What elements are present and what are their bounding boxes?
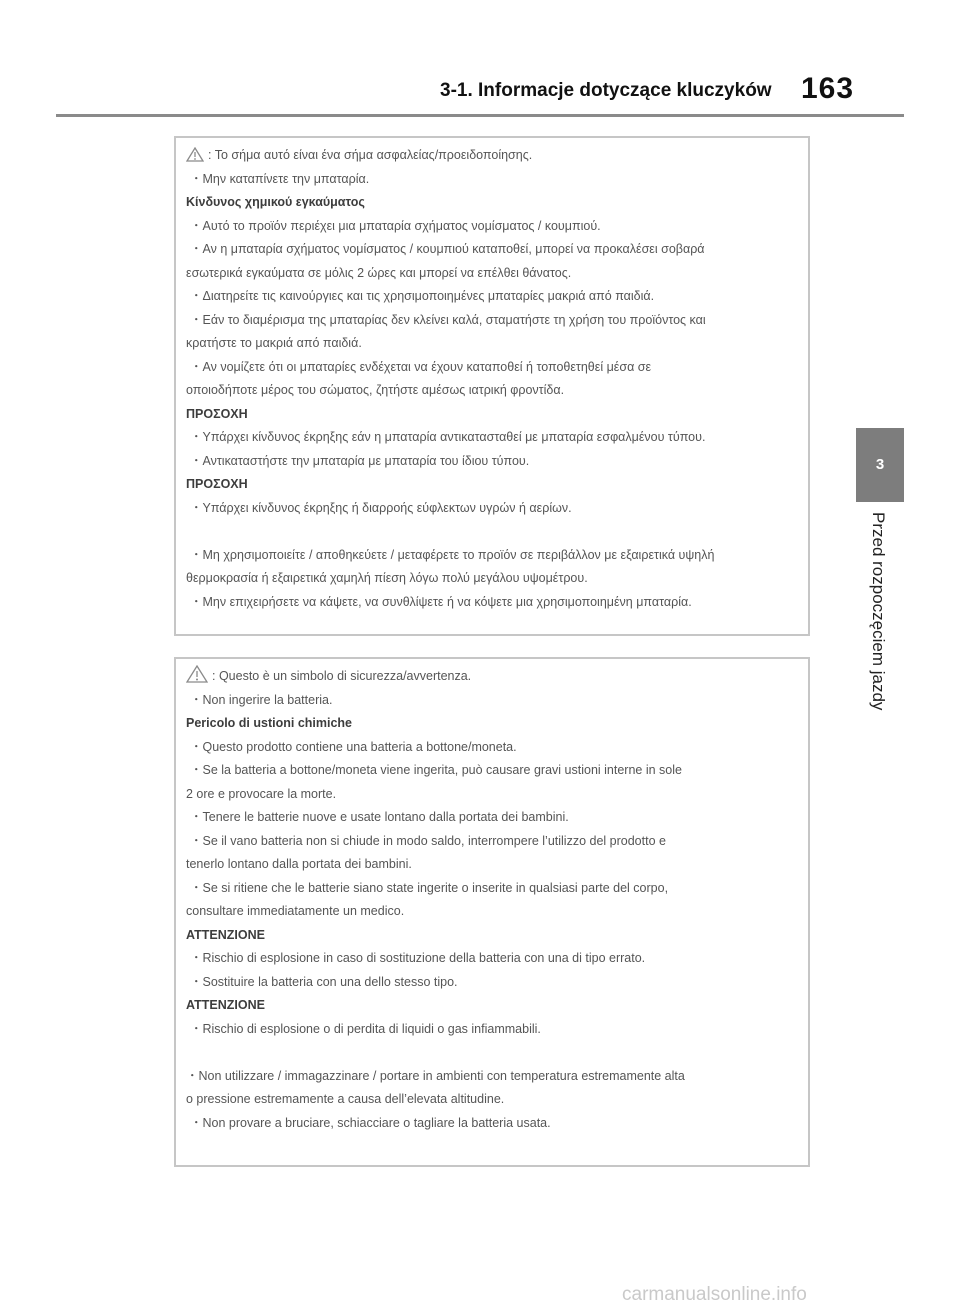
notice-line: ・Μην επιχειρήσετε να κάψετε, να συνθλίψετε ή να κόψετε μια χρησιμοποιημένη μπαταρία.	[190, 594, 692, 609]
watermark: carmanualsonline.info	[622, 1284, 807, 1305]
section-heading: ATTENZIONE	[186, 927, 265, 942]
notice-lines	[186, 168, 798, 615]
header-divider	[56, 114, 904, 117]
notice-line: οποιοδήποτε μέρος του σώματος, ζητήστε αμέσως ιατρική φροντίδα.	[186, 383, 565, 397]
section-heading: ΠΡΟΣΟΧΗ	[186, 477, 248, 491]
warning-symbol-line	[186, 144, 798, 168]
warning-triangle-icon	[186, 147, 204, 162]
notice-line: ・Non ingerire la batteria.	[190, 692, 333, 707]
section-heading: Κίνδυνος χημικού εγκαύματος	[186, 195, 365, 209]
greek-safety-notice	[174, 136, 810, 636]
notice-line: ・Αυτό το προϊόν περιέχει μια μπαταρία σχήματος νομίσματος / κουμπιού.	[190, 218, 601, 233]
notice-line: ・Αντικαταστήστε την μπαταρία με μπαταρία του ίδιου τύπου.	[190, 453, 530, 468]
notice-line: ・Διατηρείτε τις καινούργιες και τις χρησιμοποιημένες μπαταρίες μακριά από παιδιά.	[190, 289, 655, 303]
page-number: 163	[801, 72, 855, 105]
section-heading: Pericolo di ustioni chimiche	[186, 716, 353, 730]
chapter-title: Przed rozpoczęciem jazdy	[869, 512, 888, 711]
notice-lines	[186, 689, 798, 1136]
warning-symbol-line	[186, 665, 798, 689]
notice-line: ・Αν η μπαταρία σχήματος νομίσματος / κουμπιού καταποθεί, μπορεί να προκαλέσει σοβαρά	[190, 242, 705, 256]
chapter-number: 3	[875, 456, 885, 473]
section-title: 3-1. Informacje dotyczące kluczyków	[440, 80, 772, 101]
notice-line: 2 ore e provocare la morte.	[186, 786, 337, 801]
warning-triangle-icon	[186, 665, 208, 683]
notice-line: ・Questo prodotto contiene una batteria a bottone/moneta.	[190, 739, 517, 754]
notice-line: ・Rischio di esplosione in caso di sostituzione della batteria con una di tipo errato.	[190, 951, 646, 965]
notice-line: ・Se si ritiene che le batterie siano state ingerite o inserite in qualsiasi parte del corpo,	[190, 880, 669, 895]
symbol-explanation: : Το σήμα αυτό είναι ένα σήμα ασφαλείας/προειδοποίησης.	[208, 148, 533, 162]
notice-line: ・Rischio di esplosione o di perdita di liquidi o gas infiammabili.	[190, 1021, 541, 1036]
spacer	[186, 520, 798, 544]
notice-line: ・Μην καταπίνετε την μπαταρία.	[190, 171, 370, 186]
notice-line: ・Μη χρησιμοποιείτε / αποθηκεύετε / μεταφέρετε το προϊόν σε περιβάλλον με εξαιρετικά υψηλή	[190, 547, 715, 562]
notice-line: ・Sostituire la batteria con una dello stesso tipo.	[190, 974, 458, 989]
notice-line: ・Non provare a bruciare, schiacciare o tagliare la batteria usata.	[190, 1115, 551, 1130]
notice-line: tenerlo lontano dalla portata dei bambini.	[186, 857, 412, 871]
italian-safety-notice	[174, 657, 810, 1167]
notice-line: θερμοκρασία ή εξαιρετικά χαμηλή πίεση λόγω πολύ μεγάλου υψομέτρου.	[186, 571, 588, 585]
notice-line: ・Αν νομίζετε ότι οι μπαταρίες ενδέχεται να έχουν καταποθεί ή τοποθετηθεί μέσα σε	[190, 359, 652, 374]
notice-line: ・Se la batteria a bottone/moneta viene ingerita, può causare gravi ustioni interne in sole	[190, 763, 682, 777]
symbol-explanation: : Questo è un simbolo di sicurezza/avvertenza.	[212, 669, 472, 683]
chapter-tab[interactable]	[856, 428, 904, 502]
section-heading: ΠΡΟΣΟΧΗ	[186, 406, 248, 421]
notice-line: ・Υπάρχει κίνδυνος έκρηξης ή διαρροής εύφλεκτων υγρών ή αερίων.	[190, 500, 572, 515]
notice-line: o pressione estremamente a causa dell’elevata altitudine.	[186, 1092, 505, 1106]
notice-line: ・Se il vano batteria non si chiude in modo saldo, interrompere l’utilizzo del prodotto e	[190, 833, 666, 848]
notice-line: consultare immediatamente un medico.	[186, 904, 405, 918]
section-heading: ATTENZIONE	[186, 998, 265, 1012]
notice-line: ・Non utilizzare / immagazzinare / portare in ambienti con temperatura estremamente alta	[186, 1068, 685, 1083]
notice-line: κρατήστε το μακριά από παιδιά.	[186, 336, 362, 350]
notice-line: ・Tenere le batterie nuove e usate lontano dalla portata dei bambini.	[190, 810, 569, 824]
notice-line: ・Υπάρχει κίνδυνος έκρηξης εάν η μπαταρία αντικατασταθεί με μπαταρία εσφαλμένου τύπου.	[190, 430, 706, 444]
notice-line: ・Εάν το διαμέρισμα της μπαταρίας δεν κλείνει καλά, σταματήστε τη χρήση του προϊόντος και	[190, 312, 706, 327]
spacer	[186, 1041, 798, 1065]
notice-line: εσωτερικά εγκαύματα σε μόλις 2 ώρες και μπορεί να επέλθει θάνατος.	[186, 265, 572, 280]
